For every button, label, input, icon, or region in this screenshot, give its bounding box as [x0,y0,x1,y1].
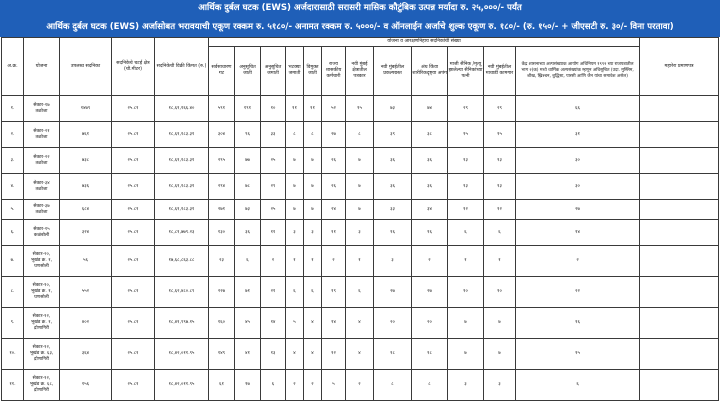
reservation-count-cell: ३४ [412,200,448,220]
table-row [2,277,719,308]
scheme-cell [24,96,60,122]
scheme-header: योजना [24,38,60,96]
table-row [2,96,719,122]
reservation-count-cell: १६ [516,308,640,339]
maharera-cell [640,277,719,308]
scheme-cell [24,370,60,401]
scheme-line: सेक्टर-१५ [33,226,50,232]
reservation-count-cell: २ [322,246,346,277]
reservation-header: विमुक्त जाती [304,47,322,96]
scheme-line: घणसोली [34,263,49,269]
reservation-count-cell: ७ [346,200,374,220]
reservation-count-cell: १६० [209,308,235,339]
reservation-count-cell: २ [304,370,322,401]
reservation-count-cell: २९ [484,96,516,122]
reservation-header: नवी मुंबईतील प्रकल्पग्रस्त [374,47,412,96]
serial-header: अ.क्र. [2,38,24,96]
table-row [2,220,719,246]
reservation-count-cell: ७ [286,200,304,220]
reservation-count-cell: १० [261,96,286,122]
reservation-count-cell: ३० [516,148,640,174]
units-cell: ३२४ [60,220,112,246]
reservation-count-cell: ७ [484,308,516,339]
reservation-count-cell: ७३ [235,200,261,220]
total-units-header: उपलब्ध सदनिका [60,38,112,96]
reservation-count-cell: ११ [261,220,286,246]
carpet-area-header: सदनिकेचे चटई क्षेत्र (चौ.मीटर) [112,38,155,96]
reservation-count-cell: ३८ [412,122,448,148]
reservation-count-cell: २७ [322,122,346,148]
scheme-cell [24,246,60,277]
scheme-line: तळोजा [35,160,48,166]
reservation-count-cell: २९५ [209,148,235,174]
reservation-count-cell: १५ [346,96,374,122]
scheme-line: सेक्टर-१७ [33,102,50,108]
reservation-count-cell: २७ [516,200,640,220]
scheme-line: सेक्टर-१२, [32,376,51,382]
scheme-cell [24,339,60,370]
reservation-group-header: योजना व आरक्षणनिहाय सदनिकांची संख्या [209,38,640,47]
reservation-count-cell: २९ [261,174,286,200]
reservation-count-cell: ७ [448,339,484,370]
reservation-count-cell: २२ [516,277,640,308]
price-cell: १८,६२,४८०.८९ [155,277,209,308]
reservation-count-cell: ६ [346,277,374,308]
reservation-count-cell: २५ [261,200,286,220]
scheme-line: भूखंड क्र. ६८, [29,382,54,388]
reservation-header: अनुसूचित जाती [235,47,261,96]
reservation-count-cell: ८ [346,122,374,148]
reservation-count-cell: १ [448,246,484,277]
reservation-count-cell: ४१ [235,339,261,370]
reservation-count-cell: २ [286,370,304,401]
reservation-count-cell: १५ [484,122,516,148]
serial-cell: ९. [2,308,24,339]
reservation-count-cell: ११ [322,220,346,246]
reservation-count-cell: २२७ [209,277,235,308]
table-row [2,122,719,148]
reservation-count-cell: २ [412,246,448,277]
reservation-count-cell: २१ [261,277,286,308]
reservation-count-cell: ५ [286,308,304,339]
reservation-count-cell: ८ [304,122,322,148]
serial-cell: ११. [2,370,24,401]
reservation-count-cell: ८ [286,122,304,148]
serial-cell: ५. [2,200,24,220]
reservation-count-cell: १३ [261,339,286,370]
scheme-cell [24,308,60,339]
serial-cell: १०. [2,339,24,370]
reservation-count-cell: ३ [286,220,304,246]
scheme-line: द्रोणागिरी [34,356,49,362]
units-cell: ७३६ [60,174,112,200]
reservation-count-cell: ३ [484,370,516,401]
reservation-count-cell: २९ [448,96,484,122]
price-cell: १८,६१,१८३.३१ [155,148,209,174]
reservation-count-cell: ६ [235,246,261,277]
reservation-count-cell: ७३ [374,96,412,122]
reservation-count-cell: ३०४ [209,122,235,148]
reservation-count-cell: ३६ [412,174,448,200]
units-cell: १४७९ [60,96,112,122]
reservation-count-cell: १९ [322,277,346,308]
units-cell: ७३८ [60,148,112,174]
reservation-count-cell: ४ [286,339,304,370]
maharera-cell [640,200,719,220]
serial-cell: ३. [2,148,24,174]
maharera-cell [640,246,719,277]
reservation-count-cell: १२ [484,200,516,220]
reservation-count-cell: १६ [374,220,412,246]
reservation-count-cell: ७ [346,174,374,200]
reservation-count-cell: २९४ [209,174,235,200]
scheme-line: सेक्टर-२२ [33,154,50,160]
reservation-count-cell: १२ [322,339,346,370]
table-row [2,339,719,370]
reservation-count-cell: ७ [304,148,322,174]
reservation-count-cell: ५९१ [209,96,235,122]
price-cell: १८,६१,१८३.३१ [155,200,209,220]
area-cell: २५.८१ [112,339,155,370]
reservation-count-cell: ७ [286,148,304,174]
scheme-table [1,37,719,401]
scheme-line: घणसोली [34,294,49,300]
scheme-cell [24,122,60,148]
reservation-count-cell: ६ [261,370,286,401]
reservation-count-cell: १५ [448,122,484,148]
reservation-count-cell: ७ [286,174,304,200]
reservation-count-cell: ३६ [412,148,448,174]
reservation-count-cell: १३० [209,220,235,246]
reservation-count-cell: १० [484,277,516,308]
reservation-count-cell: १ [304,246,322,277]
reservation-count-cell: ४ [304,308,322,339]
maharera-cell [640,122,719,148]
reservation-count-cell: २६ [322,148,346,174]
reservation-count-cell: ८ [374,370,412,401]
scheme-line: सेक्टर-१२, [32,314,51,320]
price-cell: १८,४१,९९७.१५ [155,308,209,339]
reservation-count-cell: ६६ [516,96,640,122]
reservation-count-cell: ३१ [516,122,640,148]
reservation-header: अनुसूचित जमाती [261,47,286,96]
table-row [2,200,719,220]
scheme-cell [24,174,60,200]
reservation-count-cell: १ [346,246,374,277]
reservation-count-cell: ४ [346,308,374,339]
reservation-count-cell: ३६ [374,148,412,174]
reservation-count-cell: ११ [286,96,304,122]
reservation-count-cell: १८ [412,339,448,370]
scheme-line: भूखंड क्र. ६३, [29,351,54,357]
price-cell: १८,४२,०११.९५ [155,339,209,370]
reservation-header: माजी सैनिक /मृत्यू झालेल्या सैनिकांच्या पत्नी [448,47,484,96]
serial-cell: २. [2,122,24,148]
reservation-count-cell: १३ [484,148,516,174]
area-cell: २५.८१ [112,370,155,401]
table-row [2,308,719,339]
area-cell: २५.८१ [112,96,155,122]
reservation-count-cell: ३ [374,246,412,277]
reservation-count-cell: ७ [304,174,322,200]
scheme-line: तळोजा [35,209,48,215]
reservation-count-cell: ७ [448,308,484,339]
reservation-count-cell: ७ [484,339,516,370]
maharera-cell [640,96,719,122]
serial-cell: ८. [2,277,24,308]
price-cell: १८,६१,१६६.४० [155,96,209,122]
scheme-line: भूखंड क्र. १, [30,289,53,295]
reservation-count-cell: २७१ [209,200,235,220]
reservation-count-cell: २३ [209,246,235,277]
scheme-cell [24,148,60,174]
reservation-count-cell: ९६ [235,122,261,148]
maharera-cell [640,148,719,174]
reservation-count-cell: ५ [322,370,346,401]
reservation-count-cell: ३६ [374,174,412,200]
table-row [2,174,719,200]
reservation-count-cell: ३९ [374,122,412,148]
reservation-count-cell: ६ [516,370,640,401]
scheme-line: सेक्टर-१२, [32,345,51,351]
fee-details-title: आर्थिक दुर्बल घटक (EWS) अर्जासोबत भरावयाची एकूण रक्कम रु. ५१८०/- अनामत रक्कम रु. ५०००/- व ऑनलाईन अर्जाचे शुल्क एकूण रु. १८०/- (रु. १५०/- + जीएसटी रु. ३०/- विना परतावा) [46,22,674,32]
units-cell: १५६ [60,370,112,401]
reservation-count-cell: ६ [286,277,304,308]
reservation-count-cell: १३ [484,174,516,200]
reservation-header: सर्वसाधारण गट [209,47,235,96]
reservation-count-cell: ७४ [412,96,448,122]
scheme-line: द्रोणागिरी [34,325,49,331]
scheme-line: सेक्टर-३७ [33,203,50,209]
reservation-count-cell: ६ [304,277,322,308]
reservation-header: भटक्या जमाती [286,47,304,96]
reservation-count-cell: ५२ [322,96,346,122]
scheme-table-body [2,96,719,401]
table-row [2,370,719,401]
reservation-count-cell: १ [484,246,516,277]
scheme-line: भूखंड क्र. १, [30,258,53,264]
table-row [2,246,719,277]
maharera-cell [640,370,719,401]
reservation-count-cell: १५ [516,339,640,370]
price-cell: १८,६१,१८३.३१ [155,122,209,148]
reservation-count-cell: ३३ [374,200,412,220]
area-cell: २५.८१ [112,122,155,148]
scheme-cell [24,220,60,246]
area-cell: २५.८१ [112,277,155,308]
reservation-header: नवी मुंबईतील माथाडी कामगार [484,47,516,96]
scheme-cell [24,200,60,220]
reservation-header: नवी मुंबई क्षेत्रातील पत्रकार [346,47,374,96]
scheme-line: तळोजा [35,186,48,192]
price-cell: १८,६१,१८३.३१ [155,174,209,200]
scheme-line: सेक्टर-३४ [33,180,50,186]
scheme-line: सेक्टर-२०, [32,252,51,258]
reservation-count-cell: १ [286,246,304,277]
reservation-count-cell: १६ [412,220,448,246]
area-cell: २५.८१ [112,308,155,339]
reservation-count-cell: १४९ [209,339,235,370]
reservation-count-cell: ६ [484,220,516,246]
reservation-count-cell: ७१ [235,277,261,308]
units-cell: ५५२ [60,277,112,308]
reservation-count-cell: २७ [412,277,448,308]
reservation-count-cell: ८ [412,370,448,401]
units-cell: ७६१ [60,122,112,148]
area-cell: २५.८१ [112,220,155,246]
reservation-count-cell: २० [374,308,412,339]
reservation-count-cell: १४ [261,308,286,339]
reservation-count-cell: ३ [448,370,484,401]
reservation-count-cell: २ [516,246,640,277]
price-cell: १७,६८,८६३.८८ [155,246,209,277]
reservation-count-cell: १३ [448,174,484,200]
units-cell: ४०२ [60,308,112,339]
reservation-count-cell: ३६ [235,220,261,246]
reservation-count-cell: २७ [374,277,412,308]
sale-price-header: सदनिकेची विक्री किंमत (रु.) [155,38,209,96]
reservation-count-cell: ४५ [235,308,261,339]
area-cell: २५.८१ [112,174,155,200]
reservation-count-cell: १३ [448,148,484,174]
maharera-cell [640,220,719,246]
reservation-count-cell: १७ [235,370,261,401]
reservation-count-cell: ७ [346,148,374,174]
maharera-cell [640,308,719,339]
reservation-count-cell: ३ [304,220,322,246]
reservation-count-cell: २ [346,370,374,401]
units-cell: ६८४ [60,200,112,220]
scheme-cell [24,277,60,308]
reservation-count-cell: ३३ [261,122,286,148]
scheme-line: सेक्टर-१०, [32,283,51,289]
reservation-count-cell: ७७ [235,148,261,174]
scheme-line: सेक्टर-२१ [33,128,50,134]
scheme-line: द्रोणागिरी [34,387,49,393]
price-cell: १८,४२,०११.९५ [155,370,209,401]
reservation-count-cell: २६ [322,174,346,200]
maharera-cell [640,174,719,200]
serial-cell: ७. [2,246,24,277]
reservation-header: अंध किंवा शारीरिकदृष्ट्या अपंग [412,47,448,96]
reservation-count-cell: २० [412,308,448,339]
serial-cell: १. [2,96,24,122]
serial-cell: ४. [2,174,24,200]
serial-cell: ६. [2,220,24,246]
reservation-count-cell: ४ [304,339,322,370]
reservation-count-cell: १८ [374,339,412,370]
reservation-count-cell: ३ [346,220,374,246]
maharera-header: महारेरा प्रमाणपत्र [640,38,719,96]
units-cell: ३६४ [60,339,112,370]
reservation-count-cell: १४ [516,220,640,246]
scheme-line: कळंबोली [33,232,50,238]
reservation-count-cell: १४ [322,308,346,339]
minority-reservation-header: केंद्र शासनाच्या अल्पसंख्याक आयोग अधिनियम १९९२ च्या राजपत्रातील भाग २(क) मध्ये धार्मिक अल्पसंख्यांक म्हणून अधिसूचित (उदा. मुस्लिम, शीख, ख्रिश्चन, बुद्धिस्ट, पारसी आणि जैन यांचा समावेश असेल) [516,47,640,96]
reservation-header: राज्य शासकीय कर्मचारी [322,47,346,96]
page-header [0,0,720,37]
area-cell: २५.८१ [112,246,155,277]
area-cell: २५.८१ [112,148,155,174]
reservation-count-cell: २५ [261,148,286,174]
table-row [2,148,719,174]
reservation-count-cell: ६ [448,220,484,246]
income-limit-title: आर्थिक दुर्बल घटक (EWS) अर्जदारासाठी सरासरी मासिक कौटुंबिक उत्पन्न मर्यादा रु. २५,०००/- पर्यंत [198,3,522,13]
reservation-count-cell: २ [261,246,286,277]
units-cell: ५६ [60,246,112,277]
reservation-count-cell: १० [448,277,484,308]
maharera-cell [640,339,719,370]
reservation-count-cell: ३० [516,174,640,200]
reservation-count-cell: ६१ [209,370,235,401]
reservation-count-cell: १२ [448,200,484,220]
scheme-line: तळोजा [35,108,48,114]
price-cell: १८,८१,७७९.२३ [155,220,209,246]
reservation-count-cell: ४ [346,339,374,370]
reservation-count-cell: २४ [322,200,346,220]
reservation-count-cell: ७ [304,200,322,220]
area-cell: २५.८१ [112,200,155,220]
reservation-count-cell: १९१ [235,96,261,122]
scheme-line: भूखंड क्र. १, [30,320,53,326]
reservation-count-cell: ७८ [235,174,261,200]
reservation-count-cell: ११ [304,96,322,122]
scheme-line: तळोजा [35,134,48,140]
